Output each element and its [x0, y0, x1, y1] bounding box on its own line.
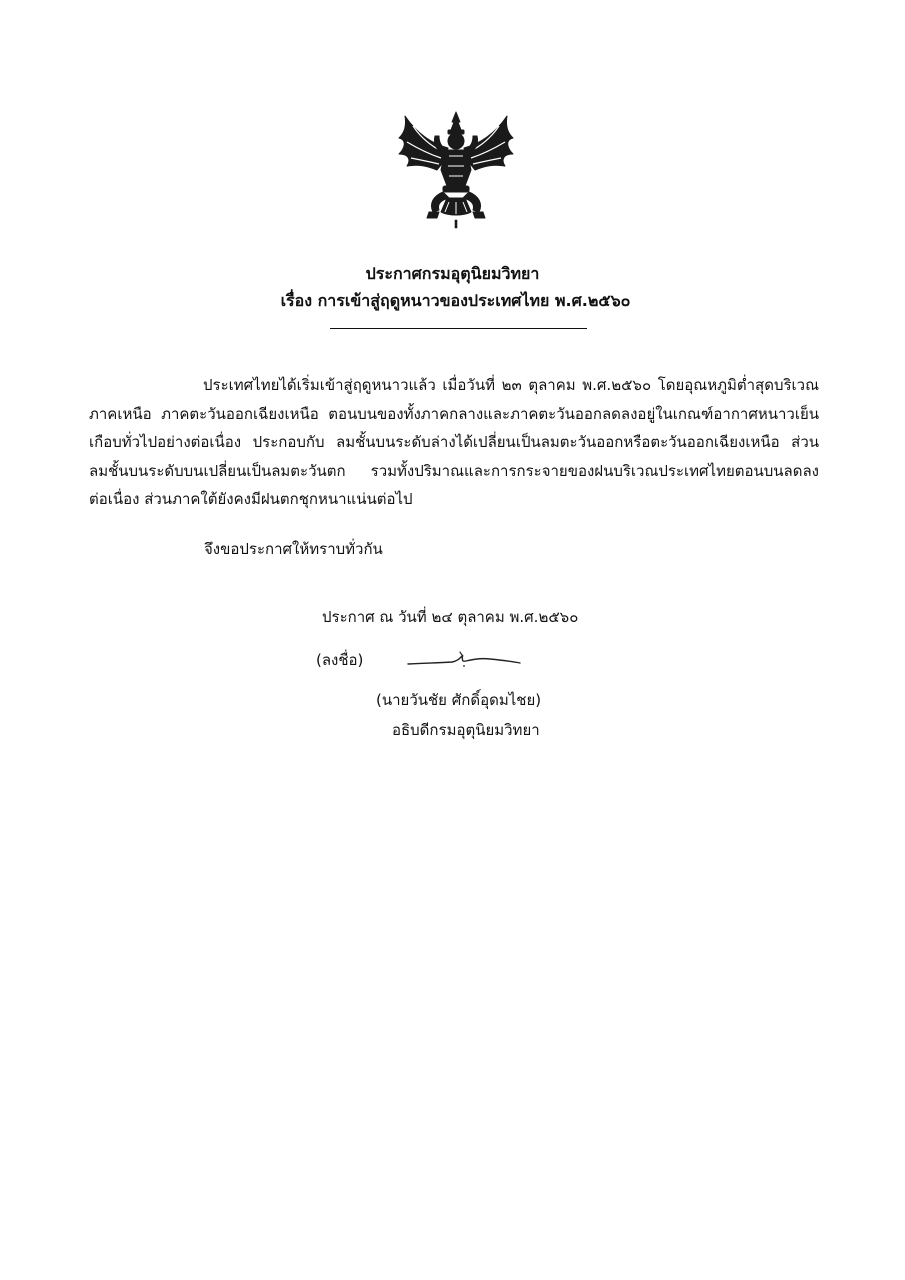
closing-statement: จึงขอประกาศให้ทราบทั่วกัน	[204, 540, 383, 558]
announcement-subject: เรื่อง การเข้าสู่ฤดูหนาวของประเทศไทย พ.ศ.๒๕๖๐	[280, 291, 631, 310]
garuda-emblem-icon	[393, 108, 519, 230]
announcement-title: ประกาศกรมอุตุนิยมวิทยา	[365, 264, 540, 283]
header-divider	[330, 328, 587, 329]
announcement-header	[0, 260, 905, 314]
signer-position: อธิบดีกรมอุตุนิยมวิทยา	[392, 721, 540, 739]
signer-name: (นายวันชัย ศักดิ์อุดมไชย)	[376, 691, 542, 709]
body-line: ภาคเหนือ ภาคตะวันออกเฉียงเหนือ ตอนบนของทั้งภาคกลางและภาคตะวันออกลดลงอยู่ในเกณฑ์อากาศหนาวเย็น	[89, 404, 819, 423]
handwritten-signature	[404, 646, 524, 672]
announcement-date: ประกาศ ณ วันที่ ๒๔ ตุลาคม พ.ศ.๒๕๖๐	[322, 608, 579, 626]
body-line: ประเทศไทยได้เริ่มเข้าสู่ฤดูหนาวแล้ว เมื่อวันที่ ๒๓ ตุลาคม พ.ศ.๒๕๖๐ โดยอุณหภูมิต่ำสุดบริเวณ	[203, 376, 819, 394]
body-line: ลมชั้นบนระดับบนเปลี่ยนเป็นลมตะวันตก รวมทั้งปริมาณและการกระจายของฝนบริเวณประเทศไทยตอนบนลดลง	[89, 461, 819, 480]
signed-label: (ลงชื่อ)	[316, 651, 364, 669]
body-line: เกือบทั่วไปอย่างต่อเนื่อง ประกอบกับ ลมชั้นบนระดับล่างได้เปลี่ยนเป็นลมตะวันออกหรือตะวันออกเฉียงเหนือ ส่วน	[89, 433, 819, 451]
body-line: ต่อเนื่อง ส่วนภาคใต้ยังคงมีฝนตกชุกหนาแน่นต่อไป	[89, 490, 413, 508]
announcement-body	[89, 371, 819, 514]
